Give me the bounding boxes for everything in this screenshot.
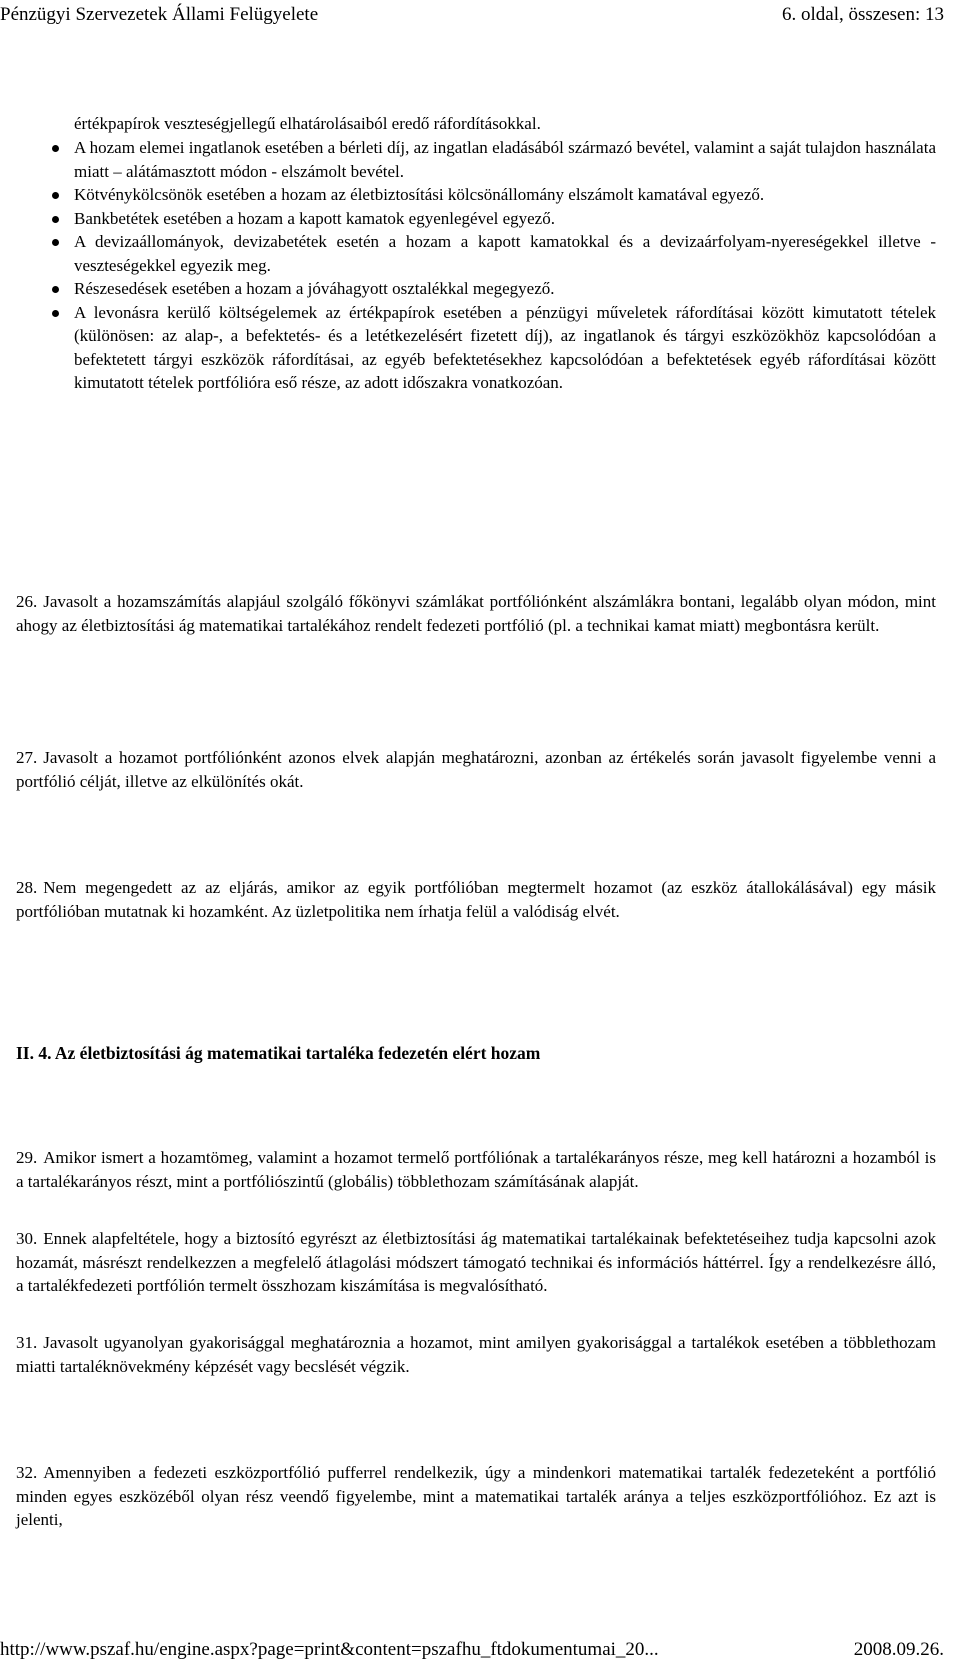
bullet-icon [52,145,59,152]
paragraph-30: 30. Ennek alapfeltétele, hogy a biztosító egyrészt az életbiztosítási ág matematikai tartalékainak befektetéseihez tudja kapcsolni azok hozamát, másrészt rendelkezzen a megfelelő átlagolási módszert támogató technikai és információs háttérrel. Így a rendelkezésre álló, a tartalékfedezeti portfólión termelt összhozam kiszámítása is megvalósítható. [16,1229,936,1295]
header-page-number: 6. oldal, összesen: 13 [781,4,944,25]
bullet-icon [52,192,59,199]
footer-date: 2008.09.26. [853,1639,944,1660]
list-item: A hozam elemei ingatlanok esetében a bérleti díj, az ingatlan eladásából származó bevétel, valamint a saját tulajdon használata miatt – alátámasztott módon - elszámolt bevétel. [16,136,936,183]
paragraph-28: 28. Nem megengedett az az eljárás, amikor az egyik portfólióban megtermelt hozamot (az eszköz átallokálásával) egy másik portfólióban mutatnak ki hozamként. Az üzletpolitika nem írhatja felül a valódiság elvét. [16,878,936,921]
paragraph-27: 27. Javasolt a hozamot portfóliónként azonos elvek alapján meghatározni, azonban az értékelés során javasolt figyelembe venni a portfólió célját, illetve az elkülönítés okát. [16,748,936,791]
bullet-icon [52,239,59,246]
list-item: Kötvénykölcsönök esetében a hozam az életbiztosítási kölcsönállomány elszámolt kamatával egyező. [16,183,936,207]
paragraph-26: 26. Javasolt a hozamszámítás alapjául szolgáló főkönyvi számlákat portfóliónként alszámlákra bontani, legalább olyan módon, mint ahogy az életbiztosítási ág matematikai tartalékához rendelt fedezeti portfólió (pl. a technikai kamat miatt) megbontásra került. [16,592,936,635]
paragraph-32: 32. Amennyiben a fedezeti eszközportfólió pufferrel rendelkezik, úgy a mindenkori matematikai tartalék fedezeteként a portfólió minden egyes eszközéből olyan rész veendő figyelembe, mint a matematikai tartalék aránya a teljes eszközportfólióhoz. Ez azt is jelenti, [16,1463,936,1529]
bullet-list [16,136,936,395]
list-item: A levonásra kerülő költségelemek az értékpapírok esetében a pénzügyi műveletek ráfordításai között kimutatott tételek (különösen: az alap-, a befektetés- és a letétkezelésért fizetett díj), az ingatlanok és tárgyi eszközökhöz kapcsolódóan a befektetett tárgyi eszközök ráfordításai, az egyéb befektetésekhez kapcsolódóan a befektetések egyéb ráfordításai között kimutatott tételek portfólióra eső része, az adott időszakra vonatkozóan. [16,301,936,395]
bullet-icon [52,310,59,317]
footer-url[interactable]: http://www.pszaf.hu/engine.aspx?page=print&content=pszafhu_ftdokumentumai_20... [0,1639,659,1660]
section-heading: II. 4. Az életbiztosítási ág matematikai tartaléka fedezetén elért hozam [16,1043,541,1063]
list-item: Bankbetétek esetében a hozam a kapott kamatok egyenlegével egyező. [16,207,936,231]
continuation-text: értékpapírok veszteségjellegű elhatárolásaiból eredő ráfordításokkal. [74,114,541,133]
bullet-icon [52,216,59,223]
list-item: Részesedések esetében a hozam a jóváhagyott osztalékkal megegyező. [16,277,936,301]
paragraph-29: 29. Amikor ismert a hozamtömeg, valamint a hozamot termelő portfóliónak a tartalékarányos része, meg kell határozni a hozamból is a tartalékarányos részt, mint a portfóliószintű (globális) többlethozam számításának alapját. [16,1148,936,1191]
bullet-icon [52,286,59,293]
header-organization: Pénzügyi Szervezetek Állami Felügyelete [0,4,319,25]
list-item: A devizaállományok, devizabetétek esetén a hozam a kapott kamatokkal és a devizaárfolyam-nyereségekkel illetve -veszteségekkel egyezik meg. [16,230,936,277]
paragraph-31: 31. Javasolt ugyanolyan gyakorisággal meghatároznia a hozamot, mint amilyen gyakorisággal a tartalékok esetében a többlethozam miatti tartaléknövekmény képzését vagy becslését végzik. [16,1333,936,1376]
